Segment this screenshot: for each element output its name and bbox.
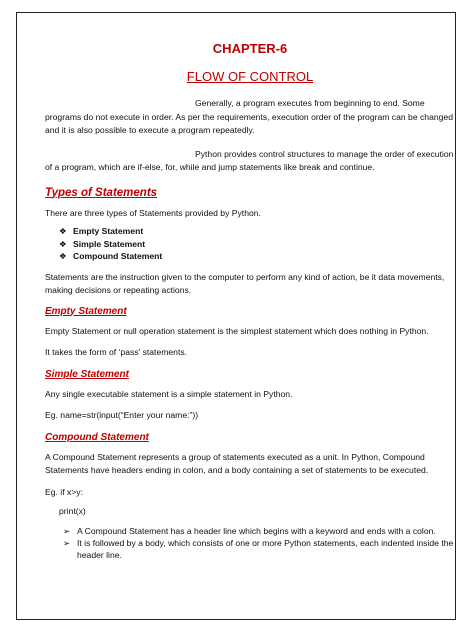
list-item-text: A Compound Statement has a header line which begins with a keyword and ends with a colon. (77, 525, 436, 536)
arrow-bullet-icon: ➢ (63, 537, 71, 548)
diamond-bullet-icon: ❖ (59, 226, 67, 236)
intro-paragraph-2: Python provides control structures to manage the order of execution of a program, which are if-else, for, while and jump statements like break and continue. (45, 148, 454, 172)
list-item-text: It is followed by a body, which consists of one or more Python statements, each indented inside the header line. (77, 537, 454, 560)
simple-statement-para-1: Any single executable statement is a simple statement in Python. (45, 388, 293, 399)
list-item (63, 537, 455, 561)
list-item (59, 225, 455, 238)
arrow-bullet-icon: ➢ (63, 525, 71, 536)
compound-example-line-1: Eg. if x>y: (45, 486, 83, 497)
compound-points-list (45, 525, 455, 561)
intro-paragraph-1: Generally, a program executes from beginning to end. Some programs do not execute in order. As per the requirements, execution order of the program can be changed and it is also possible to execute a program repeatedly. (45, 98, 453, 135)
list-item-label: Compound Statement (73, 251, 163, 261)
diamond-bullet-icon: ❖ (59, 238, 67, 249)
list-item (59, 250, 455, 263)
list-item-label: Simple Statement (73, 238, 146, 249)
compound-statement-heading: Compound Statement (45, 431, 149, 443)
diamond-bullet-icon: ❖ (59, 251, 67, 261)
types-description: Statements are the instruction given to the computer to perform any kind of action, be it data movements, making decisions or repeating actions. (45, 271, 445, 295)
empty-statement-heading: Empty Statement (45, 305, 127, 317)
empty-statement-para-1: Empty Statement or null operation statement is the simplest statement which does nothing in Python. (45, 325, 429, 336)
compound-statement-para-1: A Compound Statement represents a group of statements executed as a unit. In Python, Compound Statements have headers ending in colon, and a body containing a set of statements to be executed. (45, 451, 429, 475)
simple-statement-example: Eg. name=str(input(“Enter your name:”)) (45, 410, 199, 420)
types-lead: There are three types of Statements provided by Python. (45, 207, 261, 218)
document-body (45, 41, 455, 561)
chapter-title: FLOW OF CONTROL (186, 69, 314, 84)
list-item (63, 525, 455, 537)
types-heading: Types of Statements (45, 186, 158, 199)
simple-statement-heading: Simple Statement (45, 368, 129, 380)
statement-types-list (45, 225, 455, 263)
list-item (59, 238, 455, 251)
chapter-number: CHAPTER-6 (212, 41, 288, 56)
document-page (16, 12, 456, 620)
empty-statement-para-2: It takes the form of ‘pass’ statements. (45, 347, 188, 357)
list-item-label: Empty Statement (73, 226, 144, 236)
compound-example-line-2: print(x) (59, 506, 86, 516)
